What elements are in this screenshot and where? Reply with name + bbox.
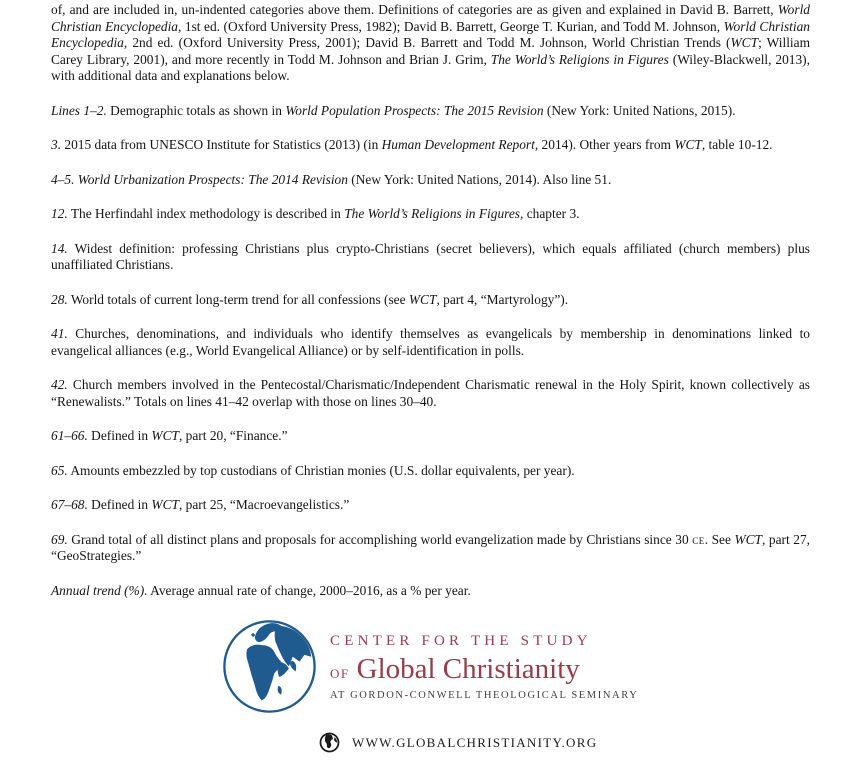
website-url: WWW.GLOBALCHRISTIANITY.ORG bbox=[352, 734, 598, 750]
logo-line-2 bbox=[330, 653, 638, 686]
footer-globe-icon bbox=[319, 732, 340, 753]
note-text-segment: , chapter 3. bbox=[520, 206, 580, 221]
note-paragraph bbox=[51, 137, 810, 154]
note-text-segment: WCT bbox=[674, 137, 702, 152]
note-text-segment: ; William Carey Library, 2001), and more recently in Todd M. Johnson and Brian J. Grim, bbox=[51, 35, 810, 67]
website-footer bbox=[319, 732, 597, 753]
note-text-segment: WCT bbox=[730, 35, 759, 50]
note-text-segment: (New York: United Nations, 2015). bbox=[543, 102, 736, 118]
note-paragraph bbox=[51, 497, 810, 514]
note-text-segment: WCT bbox=[151, 428, 179, 443]
note-text-segment: 14. bbox=[51, 240, 68, 256]
note-paragraph bbox=[51, 241, 810, 274]
note-text-segment: , 2nd ed. (Oxford University Press, 2001); David B. Barrett and Todd M. Johnson, World Christian Trends ( bbox=[123, 35, 731, 50]
note-text-segment: . See bbox=[704, 531, 735, 547]
note-text-segment: Defined in bbox=[87, 497, 152, 512]
note-paragraph bbox=[51, 292, 810, 309]
note-text-segment: WCT bbox=[734, 531, 763, 547]
logo-of-prefix: of bbox=[330, 661, 350, 683]
note-text-segment: Widest definition: professing Christians plus crypto-Christians (secret believers), which equals affiliated (church members) plus unaffiliated Christians. bbox=[51, 240, 810, 272]
note-text-segment: World totals of current long-term trend for all confessions (see bbox=[67, 291, 409, 307]
note-text-segment: 65. bbox=[51, 462, 68, 478]
note-text-segment: Amounts embezzled by top custodians of Christian monies (U.S. dollar equivalents, per year). bbox=[67, 462, 575, 478]
note-text-segment: 3. bbox=[51, 137, 62, 152]
note-text-segment: World Christian Encyclopedia bbox=[51, 2, 810, 34]
note-paragraph bbox=[51, 2, 810, 85]
note-text-segment: 61–66. bbox=[51, 428, 88, 443]
logo-line-3: AT GORDON-CONWELL THEOLOGICAL SEMINARY bbox=[330, 689, 639, 701]
note-text-segment: Annual trend (%). bbox=[51, 582, 148, 598]
note-text-segment: of, and are included in, un-indented categories above them. Definitions of categories are as given and explained in David B. Barrett, bbox=[51, 2, 778, 17]
note-paragraph bbox=[51, 428, 810, 445]
note-text-segment: 4–5. World Urbanization Prospects: The 2014 Revision bbox=[51, 171, 348, 187]
note-text-segment: World Christian Encyclopedia bbox=[51, 18, 810, 50]
note-text-segment: Defined in bbox=[87, 428, 152, 443]
note-text-segment: Lines 1–2. bbox=[51, 102, 107, 118]
note-text-segment: , 2014). Other years from bbox=[534, 137, 675, 152]
note-text-segment: 67–68. bbox=[51, 497, 88, 512]
note-text-segment: The Herfindahl index methodology is described in bbox=[67, 206, 345, 221]
note-text-segment: 41. bbox=[51, 326, 68, 341]
note-paragraph bbox=[51, 463, 810, 480]
note-text-segment: , part 20, “Finance.” bbox=[178, 428, 288, 443]
note-text-segment: 28. bbox=[51, 291, 68, 307]
note-text-segment: 42. bbox=[51, 377, 68, 392]
note-text-segment: World Population Prospects: The 2015 Revision bbox=[285, 102, 544, 118]
note-text-segment: , 1st ed. (Oxford University Press, 1982); David B. Barrett, George T. Kurian, and Todd M. Johnson, bbox=[178, 18, 724, 34]
note-text-segment: , part 25, “Macroevangelistics.” bbox=[178, 497, 350, 512]
note-text-segment: The World’s Religions in Figures bbox=[344, 206, 521, 221]
note-text-segment: Average annual rate of change, 2000–2016, as a % per year. bbox=[147, 582, 471, 598]
note-text-segment: , part 4, “Martyrology”). bbox=[436, 291, 569, 307]
logo-org-name: Global Christianity bbox=[356, 652, 580, 685]
note-text-segment: ce bbox=[692, 531, 705, 547]
note-text-segment: , part 27, “GeoStrategies.” bbox=[51, 531, 810, 563]
note-paragraph bbox=[51, 172, 810, 189]
note-text-segment: WCT bbox=[151, 497, 179, 512]
note-text-segment: Grand total of all distinct plans and proposals for accomplishing world evangelization made by Christians since 30 bbox=[67, 531, 693, 547]
note-text-segment: The World’s Religions in Figures bbox=[490, 51, 669, 67]
note-paragraph bbox=[51, 377, 810, 410]
logo-text bbox=[330, 633, 638, 701]
note-text-segment: 12. bbox=[51, 206, 68, 221]
note-text-segment: Churches, denominations, and individuals who identify themselves as evangelicals by membership in denominations linked to evangelical alliances (e.g., World Evangelical Alliance) or by self-identification in polls. bbox=[51, 326, 810, 358]
note-text-segment: (New York: United Nations, 2014). Also line 51. bbox=[347, 171, 612, 187]
note-text-segment: Demographic totals as shown in bbox=[106, 102, 286, 118]
globe-logo-icon bbox=[218, 618, 321, 715]
logo-line-1: CENTER FOR THE STUDY bbox=[330, 632, 592, 649]
note-text-segment: , table 10-12. bbox=[701, 137, 773, 152]
note-paragraph bbox=[51, 532, 810, 565]
note-paragraph bbox=[51, 326, 810, 359]
note-paragraph bbox=[51, 103, 810, 120]
note-text-segment: 69. bbox=[51, 531, 68, 547]
csgc-logo bbox=[218, 618, 638, 715]
note-text-segment: Human Development Report bbox=[381, 137, 535, 152]
note-text-segment: Church members involved in the Pentecostal/Charismatic/Independent Charismatic renewal in the Holy Spirit, known collectively as “Renewalists.” Totals on lines 41–42 overlap with those on lines 30–40. bbox=[51, 377, 810, 409]
note-paragraph bbox=[51, 206, 810, 223]
note-paragraph bbox=[51, 583, 810, 600]
note-text-segment: 2015 data from UNESCO Institute for Statistics (2013) (in bbox=[61, 137, 382, 152]
note-text-segment: (Wiley-Blackwell, 2013), with additional data and explanations below. bbox=[51, 51, 810, 83]
note-text-segment: WCT bbox=[408, 291, 437, 307]
